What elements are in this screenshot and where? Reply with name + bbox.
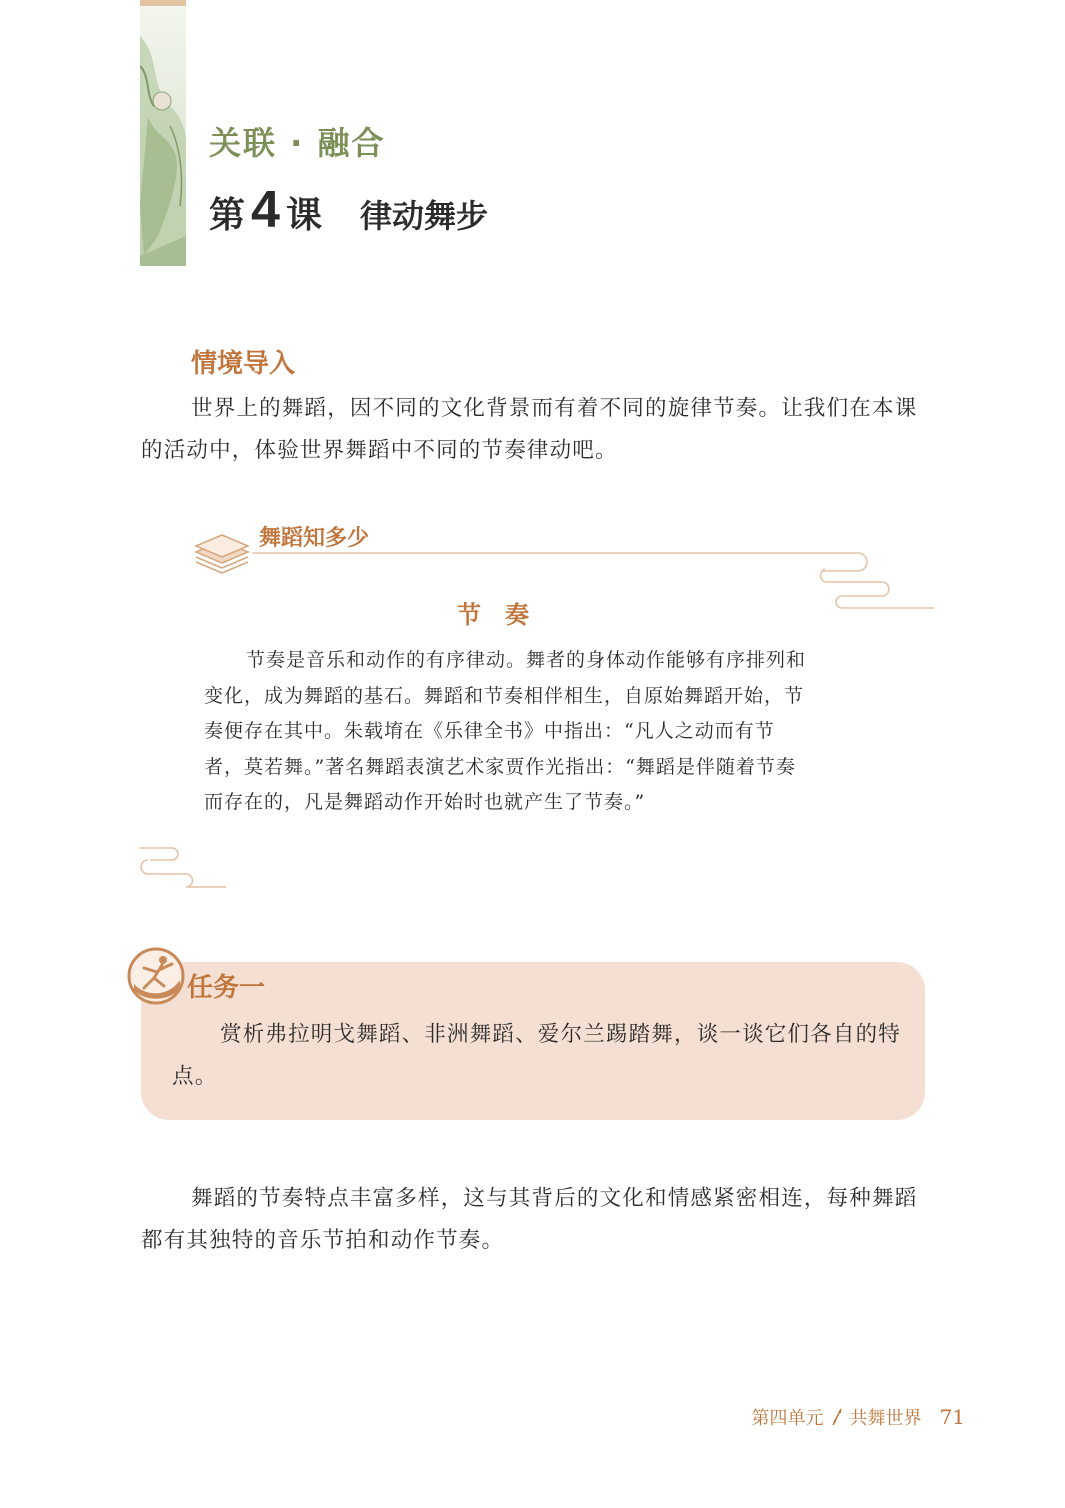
- dancer-badge-icon: [124, 944, 188, 1008]
- task-title: 任务一: [187, 973, 266, 1003]
- page-footer: [752, 1404, 965, 1430]
- footer-unit-name: 共舞世界: [849, 1408, 922, 1429]
- footer-separator-icon: [830, 1407, 844, 1427]
- intro-heading: 情境导入: [191, 349, 296, 379]
- page-number: 71: [939, 1405, 965, 1429]
- intro-paragraph: 世界上的舞蹈，因不同的文化背景而有着不同的旋律节奏。让我们在本课的活动中，体验世界舞蹈中不同的节奏律动吧。: [141, 396, 918, 463]
- unit-tag: 关联 · 融合: [209, 124, 386, 162]
- footer-unit: 第四单元: [751, 1408, 824, 1429]
- lesson-prefix: 第: [209, 195, 246, 236]
- knowledge-title: 舞蹈知多少: [259, 526, 370, 551]
- book-stack-icon: [196, 535, 248, 573]
- lesson-suffix: 课: [285, 195, 322, 236]
- knowledge-heading: 节奏: [457, 601, 553, 629]
- lesson-number: 4: [251, 181, 280, 239]
- task-paragraph: 赏析弗拉明戈舞蹈、非洲舞蹈、爱尔兰踢踏舞，谈一谈它们各自的特点。: [172, 1022, 902, 1089]
- lesson-name: 律动舞步: [359, 197, 488, 235]
- knowledge-paragraph: 节奏是音乐和动作的有序律动。舞者的身体动作能够有序排列和变化，成为舞蹈的基石。舞蹈和节奏相伴相生，自原始舞蹈开始，节奏便存在其中。朱载堉在《乐律全书》中指出：“凡人之动而有节者，莫若舞。”著名舞蹈表演艺术家贾作光指出：“舞蹈是伴随着节奏而存在的，凡是舞蹈动作开始时也就产生了节奏。”: [204, 649, 807, 813]
- closing-paragraph: 舞蹈的节奏特点丰富多样，这与其背后的文化和情感紧密相连，每种舞蹈都有其独特的音乐节拍和动作节奏。: [141, 1186, 918, 1253]
